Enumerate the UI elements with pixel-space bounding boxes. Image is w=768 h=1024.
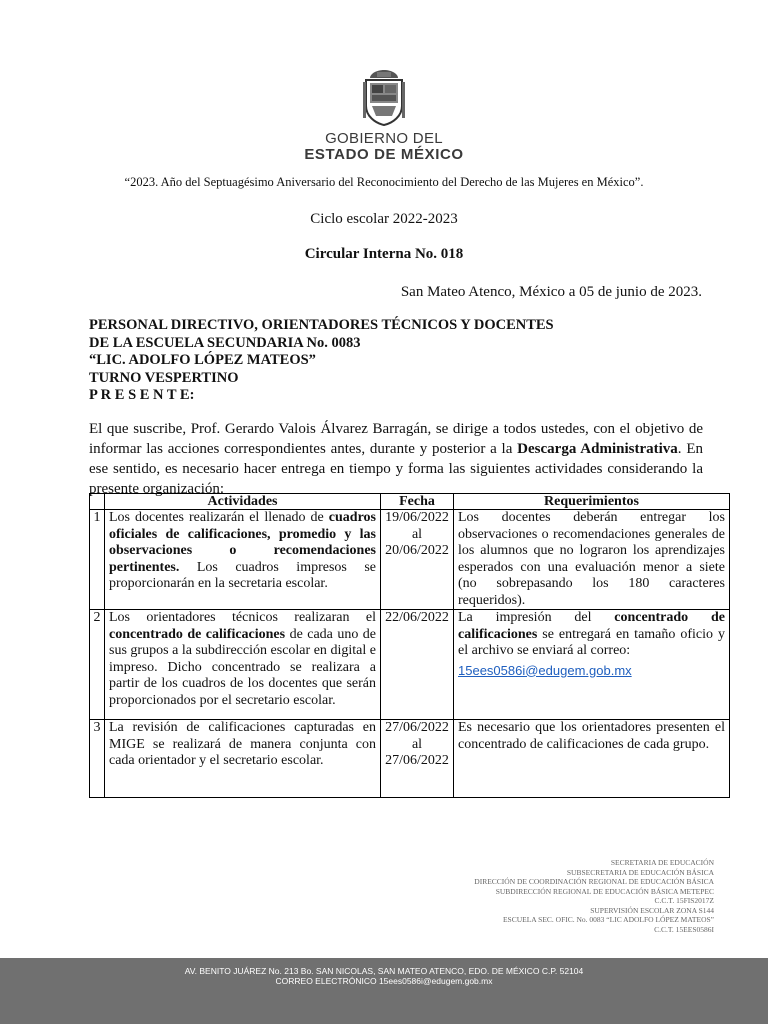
requirement-cell — [454, 610, 730, 720]
footer-address: AV. BENITO JUÁREZ No. 213 Bo. SAN NICOLAS, SAN MATEO ATENCO, EDO. DE MÉXICO C.P. 52104 — [184, 966, 584, 976]
table-header-row — [90, 494, 730, 510]
row-number: 3 — [90, 720, 105, 798]
intro-text: El que suscribe, Prof. Gerardo Valois Álvarez Barragán, se dirige a todos ustedes, con el objetivo de informar las acciones correspondientes antes, durante y posterior a la — [89, 421, 703, 457]
requirement-emphasis: concentrado de calificaciones — [458, 610, 725, 642]
addressee-line: TURNO VESPERTINO — [89, 369, 239, 386]
date-separator: al — [411, 736, 423, 752]
signature-line: ESCUELA SEC. OFIC. No. 0083 “LIC ADOLFO LÓPEZ MATEOS” — [502, 915, 714, 924]
header-cell-date: Fecha — [381, 494, 454, 510]
activity-cell — [105, 510, 381, 610]
date-from: 27/06/2022 — [385, 720, 449, 735]
place-and-date: San Mateo Atenco, México a 05 de junio de 2023. — [400, 284, 702, 300]
date-from: 19/06/2022 — [385, 510, 449, 525]
addressee-line: PERSONAL DIRECTIVO, ORIENTADORES TÉCNICOS Y DOCENTES — [89, 317, 554, 333]
signature-line: C.C.T. 15FIS2017Z — [654, 896, 714, 905]
requirement-cell — [454, 510, 730, 610]
signature-line: SECRETARIA DE EDUCACIÓN — [610, 858, 714, 867]
signature-line: SUPERVISIÓN ESCOLAR ZONA S144 — [590, 905, 714, 915]
table-row — [90, 510, 730, 610]
school-email-link[interactable]: 15ees0586i@edugem.gob.mx — [458, 662, 632, 678]
signature-line: SUBDIRECCIÓN REGIONAL DE EDUCACIÓN BÁSICA METEPEC — [495, 886, 714, 896]
intro-emphasis: Descarga Administrativa — [517, 441, 678, 457]
signature-line: DIRECCIÓN DE COORDINACIÓN REGIONAL DE EDUCACIÓN BÁSICA — [474, 877, 714, 886]
table-row — [90, 720, 730, 798]
row-number: 1 — [90, 510, 105, 610]
year-motto: “2023. Año del Septuagésimo Aniversario del Reconocimiento del Derecho de las Mujeres en México”. — [124, 175, 644, 189]
date-cell — [381, 610, 454, 720]
activity-text: Los cuadros impresos se proporcionarán en la secretaria escolar. — [109, 559, 376, 591]
institution-signature-block — [474, 858, 714, 934]
signature-line: SUBSECRETARIA DE EDUCACIÓN BÁSICA — [566, 867, 714, 877]
circular-number: Circular Interna No. 018 — [304, 246, 464, 262]
header-cell-number — [90, 494, 105, 510]
requirement-text: se entregará en tamaño oficio y el archivo se enviará al correo: — [458, 626, 725, 658]
school-year: Ciclo escolar 2022-2023 — [310, 211, 458, 227]
intro-paragraph — [89, 419, 703, 499]
date-cell — [381, 720, 454, 798]
activity-emphasis: cuadros oficiales de calificaciones, promedio y las observaciones o recomendaciones pertinentes. — [109, 510, 376, 575]
date-cell — [381, 510, 454, 610]
activity-text: La revisión de calificaciones capturadas en MIGE se realizará de manera conjunta con cada orientador y el secretario escolar. — [109, 720, 376, 768]
government-name-line2: ESTADO DE MÉXICO — [304, 146, 464, 163]
date-to: 27/06/2022 — [385, 753, 449, 768]
table-row — [90, 610, 730, 720]
intro-text: . En ese sentido, es necesario hacer entrega en tiempo y forma las siguientes actividades considerando la presente organización: — [89, 441, 703, 497]
footer-contact — [0, 966, 768, 986]
footer-email: CORREO ELECTRÓNICO 15ees0586i@edugem.gob.mx — [275, 976, 493, 986]
signature-line: C.C.T. 15EES0586I — [654, 924, 714, 934]
requirement-text: Los docentes deberán entregar los observaciones o recomendaciones generales de los alumnos que no lograron los aprendizajes esperados con una evaluación menor a siete (no sobrepasando los 180 caracteres requeridos). — [458, 510, 725, 608]
date-to: 20/06/2022 — [385, 543, 449, 558]
row-number: 2 — [90, 610, 105, 720]
date-from: 22/06/2022 — [385, 610, 449, 625]
activity-cell — [105, 610, 381, 720]
activity-text: Los docentes realizarán el llenado de — [109, 510, 329, 525]
activity-text: de cada uno de sus grupos a la subdirección escolar en digital e impreso. Dicho concentrado se realizara a partir de los cuadros de los docentes que serán proporcionados por el secretario escolar. — [109, 626, 377, 708]
activity-cell — [105, 720, 381, 798]
requirement-text: Es necesario que los orientadores presenten el concentrado de calificaciones de cada grupo. — [458, 720, 725, 752]
addressee-block — [89, 317, 554, 405]
addressee-line: P R E S E N T E: — [89, 387, 195, 403]
activities-table — [89, 493, 730, 798]
requirement-cell — [454, 720, 730, 798]
activity-emphasis: concentrado de calificaciones — [109, 626, 286, 642]
government-name-line1: GOBIERNO DEL — [325, 130, 443, 147]
addressee-line: DE LA ESCUELA SECUNDARIA No. 0083 — [89, 334, 361, 351]
header-cell-requirements: Requerimientos — [454, 494, 730, 510]
addressee-line: “LIC. ADOLFO LÓPEZ MATEOS” — [89, 352, 316, 368]
state-coat-of-arms-icon — [362, 68, 406, 126]
header-cell-activities: Actividades — [105, 494, 381, 510]
requirement-text: La impresión del — [458, 610, 615, 625]
activity-text: Los orientadores técnicos realizaran el — [109, 610, 376, 625]
date-separator: al — [411, 526, 423, 542]
